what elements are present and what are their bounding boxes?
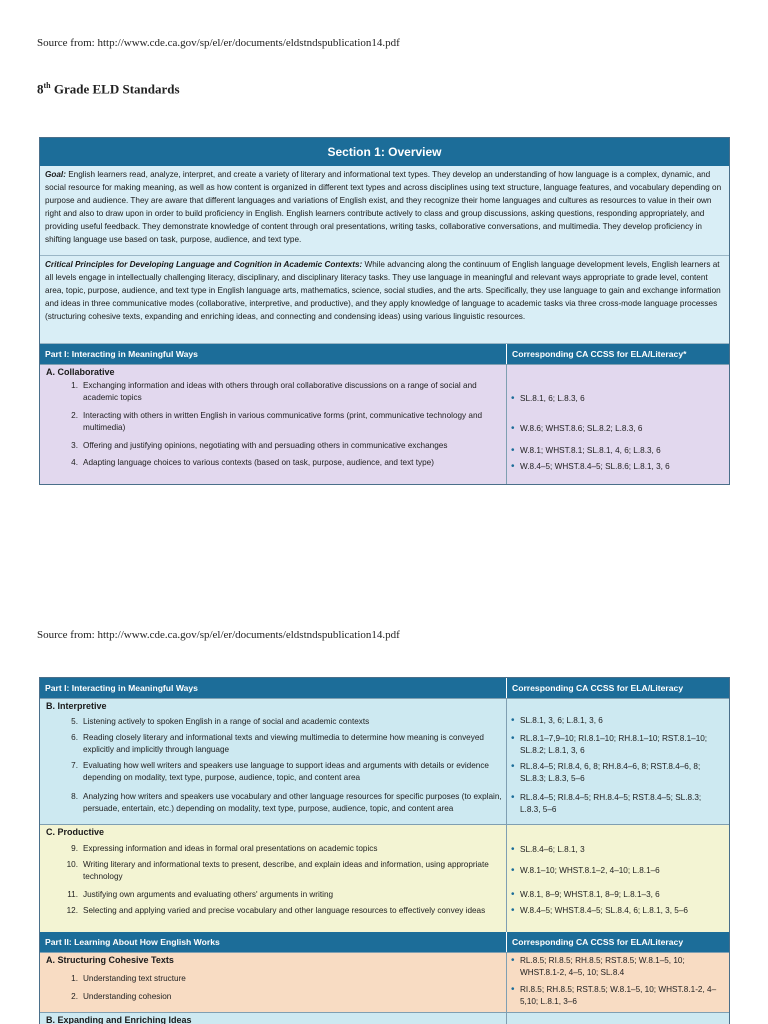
critical-label: Critical Principles for Developing Language and Cognition in Academic Contexts: xyxy=(45,260,363,269)
section-heading: B. Expanding and Enriching Ideas xyxy=(46,1015,192,1024)
standard-reference: • W.8.1; WHST.8.1; SL.8.1, 4, 6; L.8.3, 6 xyxy=(511,445,723,457)
part-header-right: Corresponding CA CCSS for ELA/Literacy* xyxy=(512,349,687,359)
standard-reference: • RI.8.5; RH.8.5; RST.8.5; W.8.1–5, 10; WHST.8.1-2, 4–5,10; L.8.1, 3–6 xyxy=(511,984,723,1008)
section-references xyxy=(507,825,729,932)
part-header-left: Part II: Learning About How English Works xyxy=(40,932,507,952)
critical-text: While advancing along the continuum of English language development levels, English learners at all levels engage in intellectually challenging literacy, disciplinary, and disciplinary literacy tasks. They use language in meaningful and relevant ways appropriate to grade level, content area, topic, purpose, audience, and text type in English language arts, mathematics, science, social studies, and the arts. Specifically, they use language to gain and exchange information and ideas in three communicative modes (collaborative, interpretive, and productive), and they apply knowledge of language to academic tasks via three cross-mode language processes (structuring cohesive texts, expanding and enriching ideas, and connecting and condensing ideas) using various linguistic resources. xyxy=(45,260,721,322)
standard-reference: • W.8.1–10; WHST.8.1–2, 4–10; L.8.1–6 xyxy=(511,865,723,877)
critical-principles-paragraph xyxy=(40,256,729,344)
standards-table-continued xyxy=(39,677,730,1024)
section-references xyxy=(507,365,729,484)
source-line: Source from: http://www.cde.ca.gov/sp/el/er/documents/eldstndspublication14.pdf xyxy=(37,629,400,641)
overview-table xyxy=(39,137,730,485)
goal-label: Goal: xyxy=(45,170,66,179)
section-items: B. Interpretive 5. Listening actively to spoken English in a range of social and academic contexts 6. Reading closely literary and informational texts and viewing multimedia to determine how meaning is conveyed explicitly and implicitly through language 7. Evaluating how well writers and speakers use language to support ideas and arguments with details or evidence depending on modality, text type, purpose, audience, topic, and content area 8. Analyzing how writers and speakers use vocabulary and other language resources for specific purposes (to explain, persuade, entertain, etc.) depending on modality, text type, purpose, audience, topic, and content area xyxy=(40,699,507,824)
goal-paragraph xyxy=(40,166,729,256)
part-header-right: Corresponding CA CCSS for ELA/Literacy xyxy=(512,683,684,693)
part-header-row xyxy=(40,932,729,952)
section-title: Section 1: Overview xyxy=(40,138,729,166)
section-interpretive xyxy=(40,698,729,824)
section-expanding-enriching-ideas xyxy=(40,1012,729,1024)
standard-reference: • RL.8.4–5; RI.8.4, 6, 8; RH.8.4–6, 8; RST.8.4–6, 8; SL.8.3; L.8.3, 5–6 xyxy=(511,761,723,785)
title-rest: Grade ELD Standards xyxy=(50,81,180,97)
standard-reference: • SL.8.4–6; L.8.1, 3 xyxy=(511,844,723,856)
section-items: A. Collaborative 1. Exchanging information and ideas with others through oral collaborative discussions on a range of social and academic topics 2. Interacting with others in written English in various communicative forms (print, communicative technology and multimedia) 3. Offering and justifying opinions, negotiating with and persuading others in communicative exchanges 4. Adapting language choices to various contexts (based on task, purpose, audience, and text type) xyxy=(40,365,507,484)
section-heading: A. Structuring Cohesive Texts xyxy=(46,955,174,965)
standard-reference: • SL.8.1, 3, 6; L.8.1, 3, 6 xyxy=(511,715,723,727)
standard-reference: • RL.8.1–7,9–10; RI.8.1–10; RH.8.1–10; RST.8.1–10; SL.8.2; L.8.1, 3, 6 xyxy=(511,733,723,757)
part-header-right: Corresponding CA CCSS for ELA/Literacy xyxy=(512,937,684,947)
section-references xyxy=(507,1013,729,1024)
part-header-row xyxy=(40,344,729,364)
standard-reference: • RL.8.4–5; RI.8.4–5; RH.8.4–5; RST.8.4–5; SL.8.3; L.8.3, 5–6 xyxy=(511,792,723,816)
standard-reference: • W.8.4–5; WHST.8.4–5; SL.8.6; L.8.1, 3, 6 xyxy=(511,461,723,473)
section-productive xyxy=(40,824,729,932)
section-items: A. Structuring Cohesive Texts 1. Understanding text structure 2. Understanding cohesion xyxy=(40,953,507,1012)
standard-reference: • W.8.4–5; WHST.8.4–5; SL.8.4, 6; L.8.1, 3, 5–6 xyxy=(511,905,723,917)
section-structuring-cohesive-texts xyxy=(40,952,729,1012)
part-header-row xyxy=(40,678,729,698)
standard-reference: • W.8.6; WHST.8.6; SL.8.2; L.8.3, 6 xyxy=(511,423,723,435)
goal-text: English learners read, analyze, interpret, and create a variety of literary and informational text types. They develop an understanding of how language is a complex, dynamic, and social resource for making meaning, as well as how content is organized in different text types and across disciplines using text structure, language features, and vocabulary depending on purpose and audience. They are aware that different languages and variations of English exist, and they recognize their home languages and cultures as resources to value in their own right and also to draw upon in order to build proficiency in English. English learners contribute actively to class and group discussions, asking questions, responding appropriately, and providing useful feedback. They demonstrate knowledge of content through oral presentations, writing tasks, collaborative conversations, and multimedia. They develop proficiency in shifting language use based on task, purpose, audience, and text type. xyxy=(45,170,722,245)
source-line: Source from: http://www.cde.ca.gov/sp/el/er/documents/eldstndspublication14.pdf xyxy=(37,37,400,49)
section-items: C. Productive 9. Expressing information and ideas in formal oral presentations on academic topics 10. Writing literary and informational texts to present, describe, and explain ideas and information, using appropriate technology 11. Justifying own arguments and evaluating others' arguments in writing 12. Selecting and applying varied and precise vocabulary and other language resources to effectively convey ideas xyxy=(40,825,507,932)
standard-reference: • W.8.1, 8–9; WHST.8.1, 8–9; L.8.1–3, 6 xyxy=(511,889,723,901)
section-collaborative xyxy=(40,364,729,484)
section-items xyxy=(40,1013,507,1024)
page-title xyxy=(37,81,180,97)
section-heading: B. Interpretive xyxy=(46,701,107,711)
standard-reference: • SL.8.1, 6; L.8.3, 6 xyxy=(511,393,723,405)
title-suffix: th xyxy=(43,81,51,90)
part-header-left: Part I: Interacting in Meaningful Ways xyxy=(40,678,507,698)
standard-reference: • RL.8.5; RI.8.5; RH.8.5; RST.8.5; W.8.1–5, 10; WHST.8.1-2, 4–5, 10; SL.8.4 xyxy=(511,955,723,979)
section-references xyxy=(507,699,729,824)
part-header-left: Part I: Interacting in Meaningful Ways xyxy=(40,344,507,364)
section-heading: C. Productive xyxy=(46,827,105,837)
title-grade: 8 xyxy=(37,81,44,97)
section-heading: A. Collaborative xyxy=(46,367,115,377)
section-references xyxy=(507,953,729,1012)
